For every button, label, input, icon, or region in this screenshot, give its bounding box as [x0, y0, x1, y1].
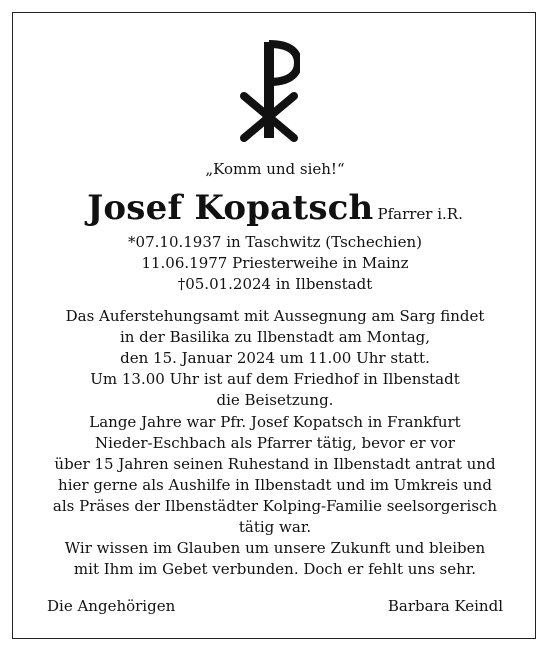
text-line: die Beisetzung.: [216, 391, 334, 409]
text-line: in der Basilika zu Ilbenstadt am Montag,: [119, 328, 431, 346]
biography-paragraph: [0, 412, 550, 580]
life-dates: [0, 232, 550, 295]
chi-rho-icon: [238, 38, 300, 144]
text-line: Nieder-Eschbach als Pfarrer tätig, bevor er vor: [95, 434, 455, 452]
deceased-title: Pfarrer i.R.: [377, 205, 463, 223]
birth-date: *07.10.1937 in Taschwitz (Tschechien): [128, 233, 422, 251]
text-line: den 15. Januar 2024 um 11.00 Uhr statt.: [120, 349, 430, 367]
text-line: Wir wissen im Glauben um unsere Zukunft und bleiben: [64, 539, 486, 557]
text-line: Das Auferstehungsamt mit Aussegnung am Sarg findet: [65, 307, 485, 325]
text-line: tätig war.: [238, 518, 312, 536]
text-line: Lange Jahre war Pfr. Josef Kopatsch in Frankfurt: [89, 413, 461, 431]
text-line: als Präses der Ilbenstädter Kolping-Familie seelsorgerisch: [52, 497, 498, 515]
deceased-name: Josef Kopatsch: [87, 188, 374, 228]
signature-person: Barbara Keindl: [387, 597, 503, 615]
service-paragraph: [0, 306, 550, 411]
deceased-name-line: [0, 188, 550, 228]
ordination-date: 11.06.1977 Priesterweihe in Mainz: [141, 254, 409, 272]
text-line: hier gerne als Aushilfe in Ilbenstadt und im Umkreis und: [58, 476, 492, 494]
death-date: †05.01.2024 in Ilbenstadt: [177, 275, 373, 293]
signature-family: Die Angehörigen: [47, 597, 176, 615]
text-line: mit Ihm im Gebet verbunden. Doch er fehlt uns sehr.: [73, 560, 477, 578]
motto: „Komm und sieh!“: [205, 160, 345, 178]
text-line: über 15 Jahren seinen Ruhestand in Ilbenstadt antrat und: [54, 455, 496, 473]
text-line: Um 13.00 Uhr ist auf dem Friedhof in Ilbenstadt: [90, 370, 460, 388]
